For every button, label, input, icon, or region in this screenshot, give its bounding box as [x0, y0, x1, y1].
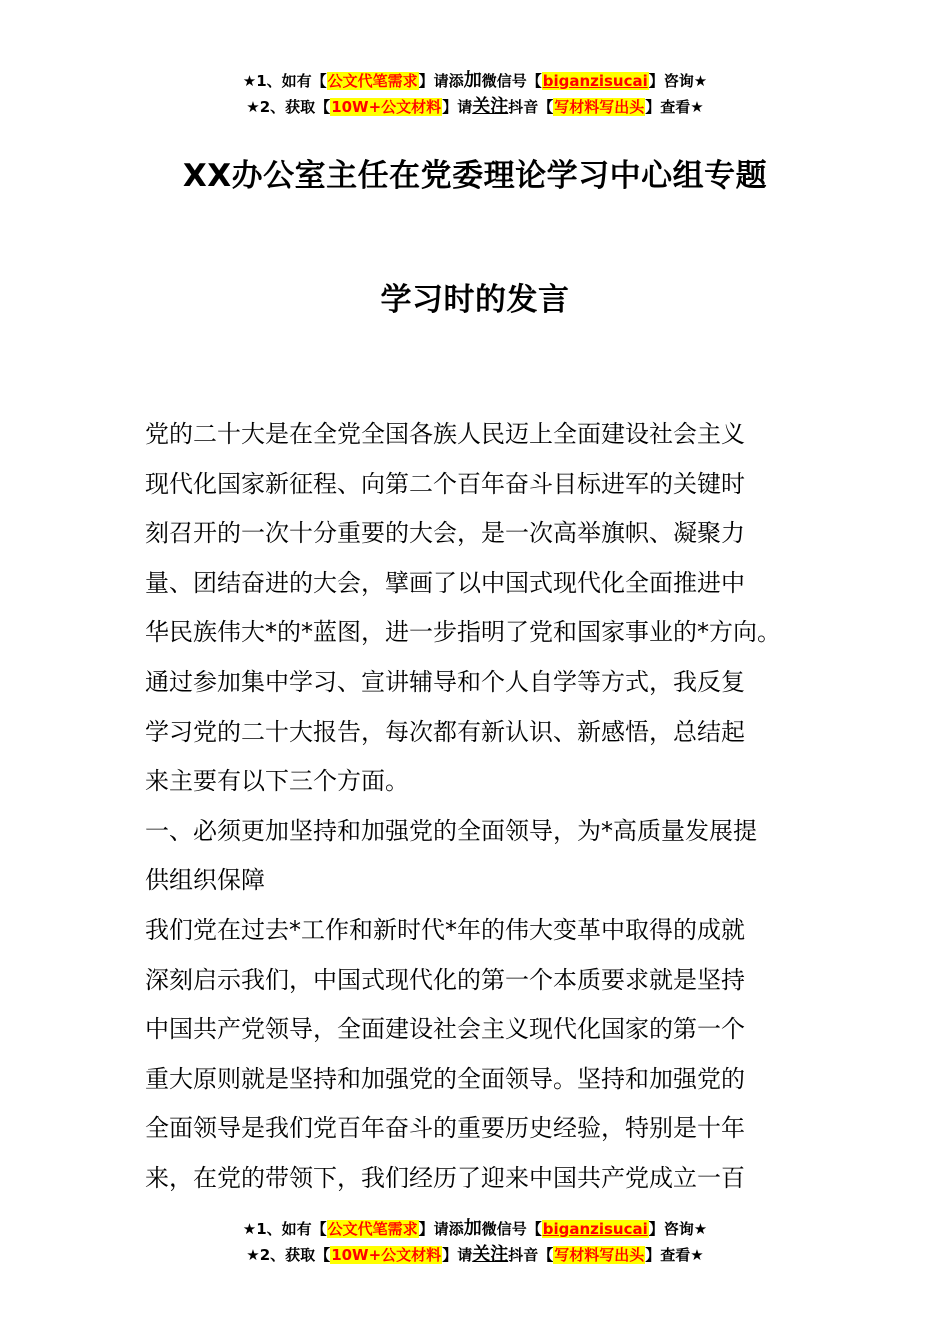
highlight-writing-service: 公文代笔需求	[327, 72, 418, 90]
section-heading-line: 供组织保障	[145, 866, 265, 895]
body-line: 深刻启示我们，中国式现代化的第一个本质要求就是坚持	[145, 965, 745, 994]
body-line: 学习党的二十大报告，每次都有新认识、新感悟，总结起	[145, 717, 745, 746]
document-title-line-1: XX办公室主任在党委理论学习中心组专题	[182, 158, 768, 194]
highlight-writing-service: 公文代笔需求	[327, 1220, 418, 1238]
body-line: 刻召开的一次十分重要的大会，是一次高举旗帜、凝聚力	[145, 519, 745, 548]
body-line: 中国共产党领导，全面建设社会主义现代化国家的第一个	[145, 1015, 745, 1044]
banner-text: 】请添	[418, 72, 464, 90]
banner-line-2	[0, 94, 950, 120]
banner-text: ★1、如有【	[242, 72, 327, 90]
body-line: 华民族伟大*的*蓝图，进一步指明了党和国家事业的*方向。	[145, 618, 781, 647]
banner-text: 关注	[472, 96, 509, 117]
document-body	[145, 410, 815, 1204]
banner-text: 微信号【	[481, 72, 542, 90]
banner-text: 】请	[442, 1246, 473, 1264]
banner-text: ★2、获取【	[246, 98, 331, 116]
highlight-materials: 10W+公文材料	[331, 1246, 442, 1264]
banner-text: ★1、如有【	[242, 1220, 327, 1238]
banner-text: 】请	[442, 98, 473, 116]
body-line: 全面领导是我们党百年奋斗的重要历史经验，特别是十年	[145, 1114, 745, 1143]
banner-text: 加	[463, 70, 482, 91]
header-banner	[0, 68, 950, 120]
highlight-wechat-id: biganzisucai	[542, 72, 648, 90]
body-line: 来主要有以下三个方面。	[145, 767, 409, 796]
highlight-materials: 10W+公文材料	[331, 98, 442, 116]
banner-text: 】咨询★	[648, 1220, 708, 1238]
highlight-douyin-account: 写材料写出头	[554, 1246, 645, 1264]
body-line: 通过参加集中学习、宣讲辅导和个人自学等方式，我反复	[145, 667, 745, 696]
body-line: 我们党在过去*工作和新时代*年的伟大变革中取得的成就	[145, 915, 745, 944]
banner-line-2	[0, 1242, 950, 1268]
banner-text: 】咨询★	[648, 72, 708, 90]
banner-text: 】请添	[418, 1220, 464, 1238]
banner-line-1	[0, 1216, 950, 1242]
banner-text: 关注	[472, 1244, 509, 1265]
banner-text: 抖音【	[508, 98, 554, 116]
banner-text: 加	[463, 1218, 482, 1239]
footer-banner	[0, 1216, 950, 1268]
body-line: 现代化国家新征程、向第二个百年奋斗目标进军的关键时	[145, 469, 745, 498]
banner-text: 微信号【	[481, 1220, 542, 1238]
body-line: 来，在党的带领下，我们经历了迎来中国共产党成立一百	[145, 1163, 745, 1192]
body-line: 重大原则就是坚持和加强党的全面领导。坚持和加强党的	[145, 1064, 745, 1093]
banner-line-1	[0, 68, 950, 94]
banner-text: 】查看★	[645, 98, 704, 116]
body-line: 量、团结奋进的大会，擘画了以中国式现代化全面推进中	[145, 568, 745, 597]
banner-text: 】查看★	[645, 1246, 704, 1264]
banner-text: 抖音【	[508, 1246, 554, 1264]
banner-text: ★2、获取【	[246, 1246, 331, 1264]
highlight-douyin-account: 写材料写出头	[554, 98, 645, 116]
highlight-wechat-id: biganzisucai	[542, 1220, 648, 1238]
body-line: 党的二十大是在全党全国各族人民迈上全面建设社会主义	[145, 420, 745, 448]
section-heading-line: 一、必须更加坚持和加强党的全面领导，为*高质量发展提	[145, 816, 757, 845]
document-title-line-2: 学习时的发言	[380, 282, 570, 318]
